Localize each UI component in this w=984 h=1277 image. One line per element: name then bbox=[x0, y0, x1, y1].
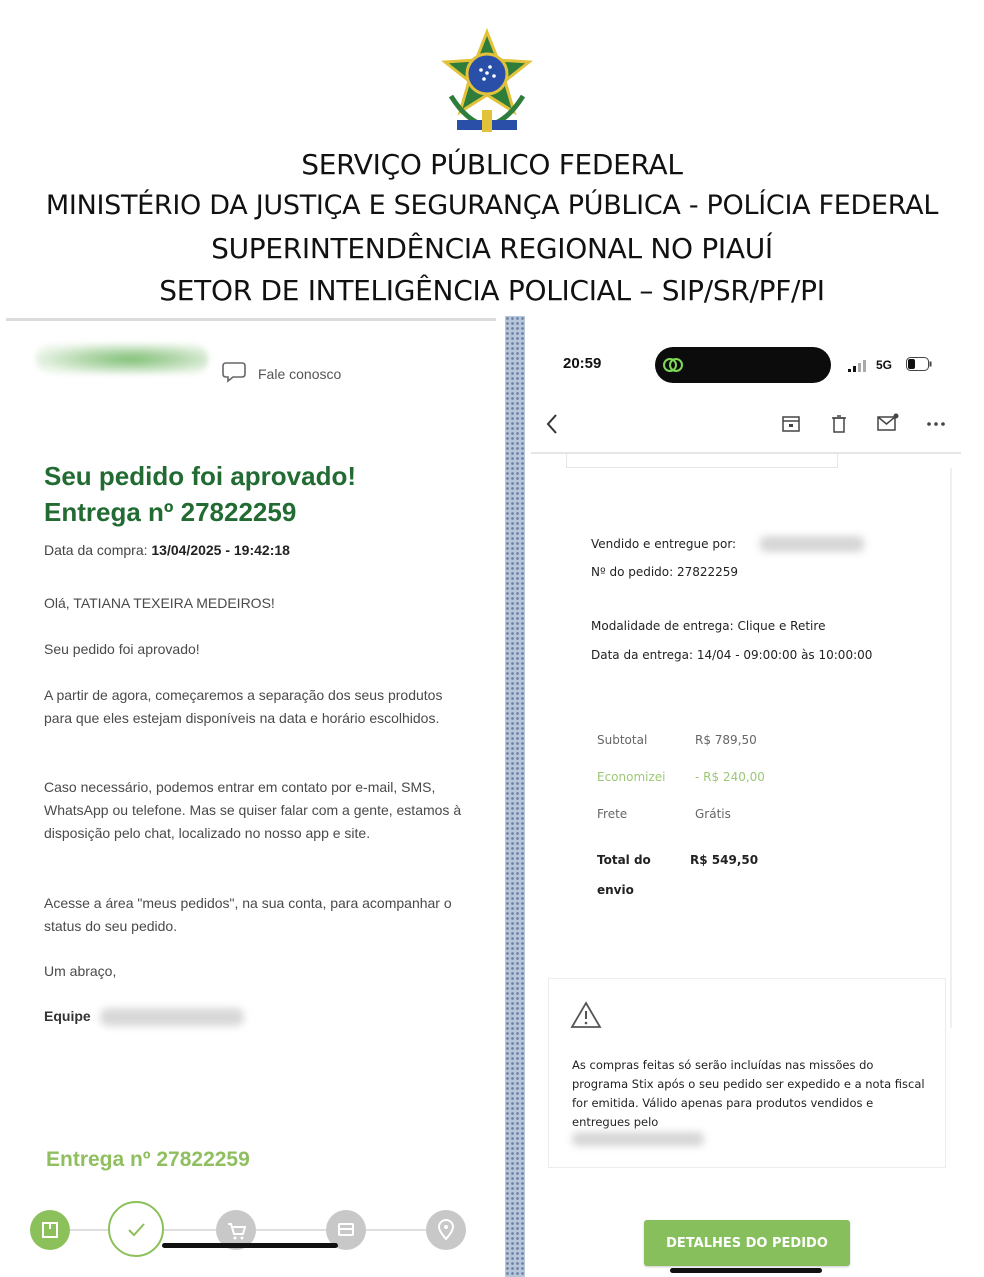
previous-section-box bbox=[566, 454, 838, 468]
contact-paragraph: Caso necessário, podemos entrar em contato por e-mail, SMS, WhatsApp ou telefone. Mas se quiser falar com a gente, estamos à disposição pelo chat, localizado no nosso app e site. bbox=[44, 779, 462, 841]
blurred-store-logo bbox=[36, 344, 208, 374]
subtotal-label: Subtotal bbox=[597, 733, 648, 747]
contact-link[interactable]: Fale conosco bbox=[258, 366, 342, 382]
content-side-border bbox=[950, 468, 952, 1028]
header-line-ministry: MINISTÉRIO DA JUSTIÇA E SEGURANÇA PÚBLICA - POLÍCIA FEDERAL bbox=[45, 190, 939, 221]
greeting: Olá, TATIANA TEXEIRA MEDEIROS! bbox=[44, 595, 275, 611]
order-details-button[interactable]: DETALHES DO PEDIDO bbox=[644, 1220, 850, 1266]
home-indicator-phone bbox=[670, 1268, 822, 1273]
header-line-superintendence: SUPERINTENDÊNCIA REGIONAL NO PIAUÍ bbox=[211, 232, 773, 265]
blurred-store-name bbox=[572, 1132, 704, 1146]
separation-paragraph: A partir de agora, começaremos a separação dos seus produtos para que eles estejam disponíveis na data e horário escolhidos. bbox=[44, 687, 443, 726]
approved-text: Seu pedido foi aprovado! bbox=[44, 641, 200, 657]
delivery-date: Data da entrega: 14/04 - 09:00:00 às 10:00:00 bbox=[591, 648, 873, 662]
sold-by-label: Vendido e entregue por: bbox=[591, 537, 737, 551]
back-arrow-icon[interactable] bbox=[543, 412, 561, 436]
panel-top-border bbox=[6, 318, 496, 321]
mail-unread-icon[interactable] bbox=[876, 412, 900, 434]
delivery-footer: Entrega nº 27822259 bbox=[46, 1148, 250, 1171]
trash-icon[interactable] bbox=[829, 413, 849, 435]
chat-icon[interactable] bbox=[222, 360, 248, 384]
purchase-date-label: Data da compra: bbox=[44, 542, 148, 558]
email-title-delivery: Entrega nº 27822259 bbox=[44, 497, 297, 527]
stix-notice-text: As compras feitas só serão incluídas nas missões do programa Stix após o seu pedido ser expedido e a nota fiscal for emitida. Válido apenas para produtos vendidos e entregues pelo bbox=[572, 1058, 925, 1129]
purchase-date bbox=[44, 542, 290, 558]
saved-value: - R$ 240,00 bbox=[695, 770, 765, 784]
link-icon bbox=[662, 354, 684, 376]
purchase-date-value: 13/04/2025 - 19:42:18 bbox=[151, 542, 290, 558]
battery-icon bbox=[906, 357, 932, 371]
header-line-service: SERVIÇO PÚBLICO FEDERAL bbox=[301, 148, 683, 181]
step-package-icon bbox=[30, 1210, 70, 1250]
coat-of-arms-icon bbox=[437, 26, 537, 138]
closing-text: Um abraço, bbox=[44, 963, 117, 979]
warning-icon bbox=[570, 1000, 602, 1030]
shipping-value: Grátis bbox=[695, 807, 731, 821]
blurred-seller-name bbox=[760, 536, 864, 552]
email-title bbox=[44, 458, 356, 530]
shipping-label: Frete bbox=[597, 807, 628, 821]
team-label: Equipe bbox=[44, 1008, 91, 1024]
header-line-sector: SETOR DE INTELIGÊNCIA POLICIAL – SIP/SR/PF/PI bbox=[159, 274, 825, 307]
order-number: Nº do pedido: 27822259 bbox=[591, 565, 739, 579]
step-location-icon bbox=[426, 1210, 466, 1250]
archive-icon[interactable] bbox=[780, 414, 802, 434]
more-options-icon[interactable] bbox=[926, 420, 946, 428]
saved-label: Economizei bbox=[597, 770, 666, 784]
signal-icon bbox=[848, 360, 870, 372]
image-divider bbox=[505, 316, 525, 1277]
email-title-approved: Seu pedido foi aprovado! bbox=[44, 461, 357, 491]
home-indicator bbox=[162, 1243, 338, 1248]
total-value: R$ 549,50 bbox=[690, 853, 759, 867]
total-label: Total do envio bbox=[597, 853, 651, 897]
subtotal-value: R$ 789,50 bbox=[695, 733, 757, 747]
official-header bbox=[0, 0, 984, 312]
status-time: 20:59 bbox=[563, 355, 602, 372]
blurred-team-name bbox=[100, 1008, 244, 1026]
orders-paragraph: Acesse a área "meus pedidos", na sua conta, para acompanhar o status do seu pedido. bbox=[44, 895, 452, 934]
delivery-mode: Modalidade de entrega: Clique e Retire bbox=[591, 619, 826, 633]
step-check-icon bbox=[108, 1201, 164, 1257]
network-type: 5G bbox=[876, 358, 893, 372]
